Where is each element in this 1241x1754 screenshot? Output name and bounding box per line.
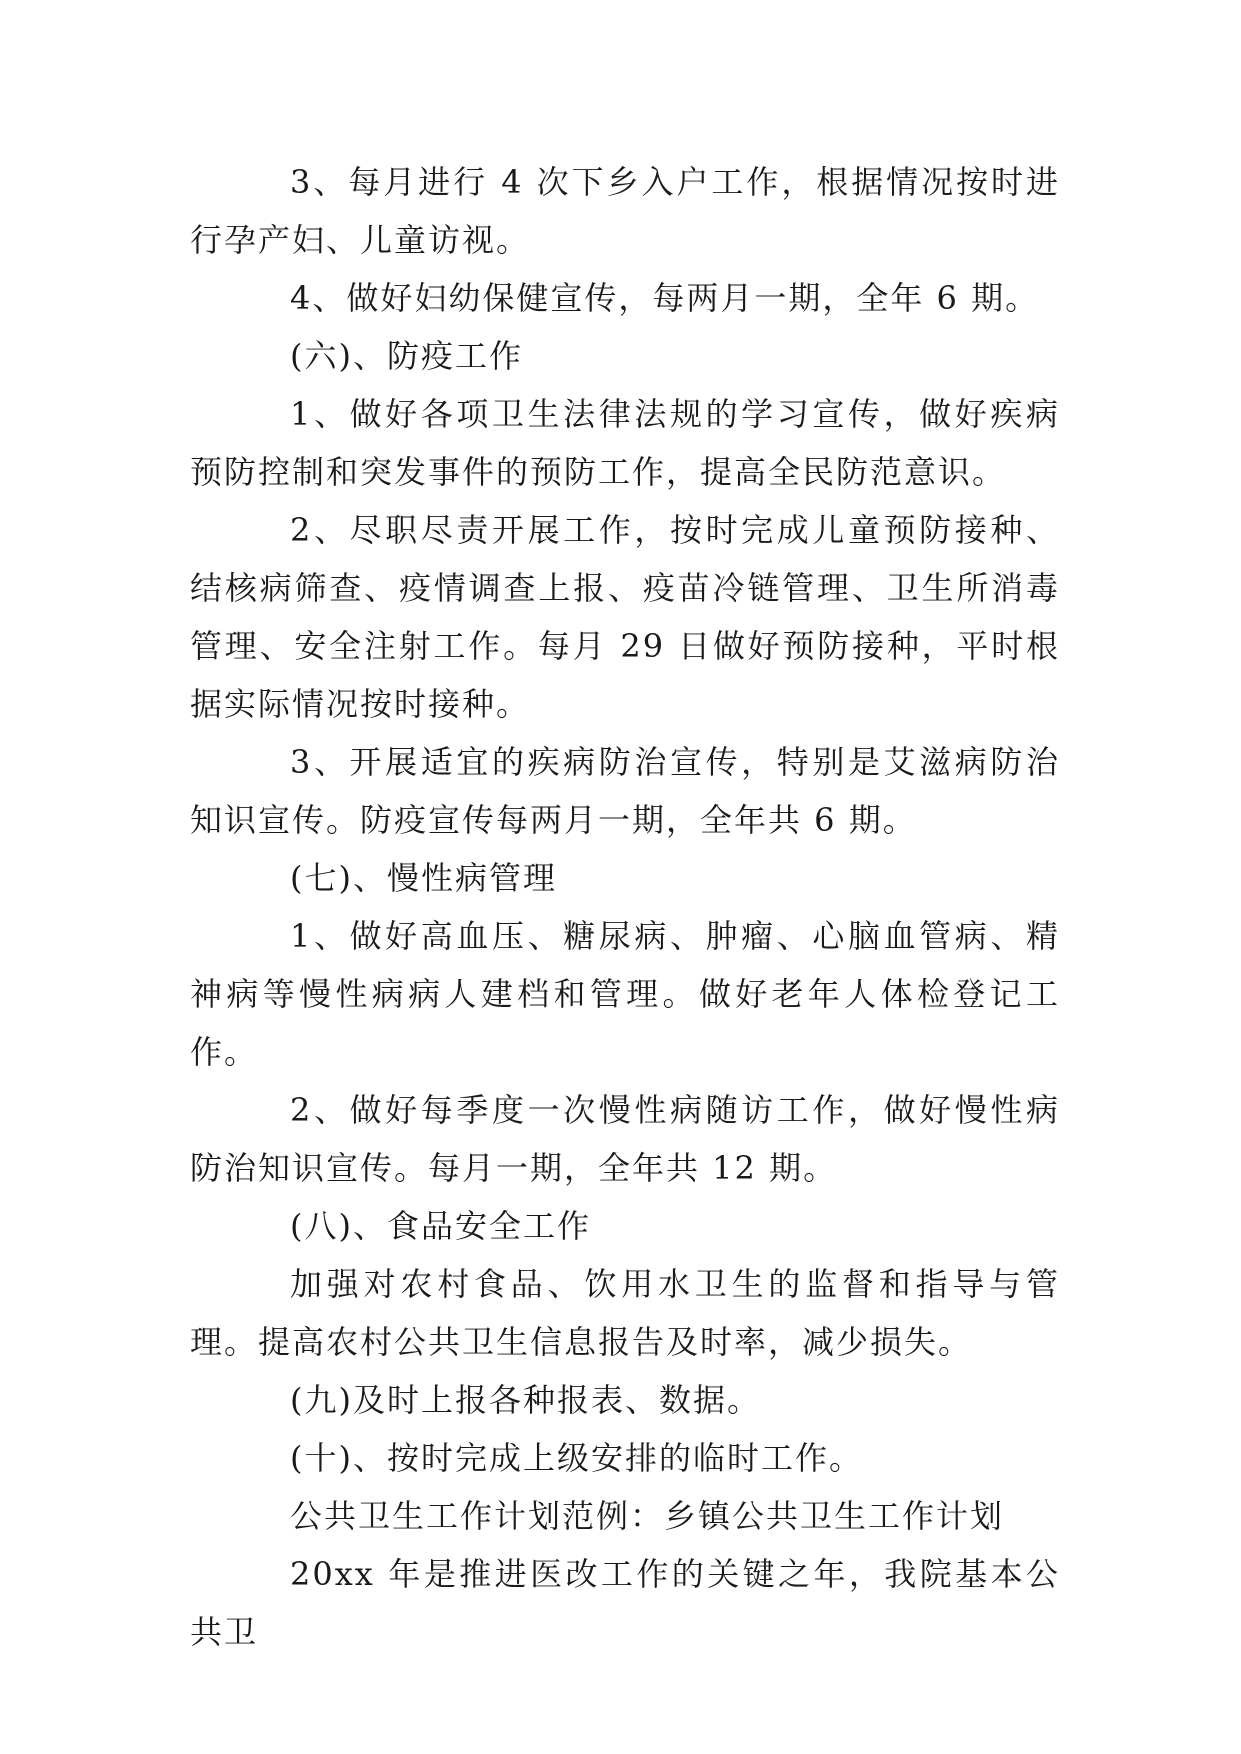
paragraph-disease-prevention-publicity: 3、开展适宜的疾病防治宣传，特别是艾滋病防治知识宣传。防疫宣传每两月一期，全年共 6 期。 [190,743,1060,839]
paragraph-chronic-records: 1、做好高血压、糖尿病、肿瘤、心脑血管病、精神病等慢性病病人建档和管理。做好老年人体检登记工作。 [190,917,1060,1071]
paragraph-health-law-publicity: 1、做好各项卫生法律法规的学习宣传，做好疾病预防控制和突发事件的预防工作，提高全民防范意识。 [190,395,1060,491]
section-heading-food-safety: (八)、食品安全工作 [290,1207,591,1245]
example-title: 公共卫生工作计划范例：乡镇公共卫生工作计划 [290,1497,1005,1535]
document-body [190,153,1060,1661]
paragraph-chronic-follow-up: 2、做好每季度一次慢性病随访工作，做好慢性病防治知识宣传。每月一期，全年共 12 期。 [190,1091,1060,1187]
section-heading-epidemic-prevention: (六)、防疫工作 [290,337,523,375]
paragraph-healthcare-reform: 20xx 年是推进医改工作的关键之年，我院基本公共卫 [190,1555,1060,1651]
paragraph-food-water-supervision: 加强对农村食品、饮用水卫生的监督和指导与管理。提高农村公共卫生信息报告及时率，减少损失。 [190,1265,1060,1361]
paragraph-home-visits: 3、每月进行 4 次下乡入户工作，根据情况按时进行孕产妇、儿童访视。 [190,163,1060,259]
section-heading-reports: (九)及时上报各种报表、数据。 [290,1381,761,1419]
paragraph-vaccination-work: 2、尽职尽责开展工作，按时完成儿童预防接种、结核病筛查、疫情调查上报、疫苗冷链管理、卫生所消毒管理、安全注射工作。每月 29 日做好预防接种，平时根据实际情况按时接种。 [190,511,1060,723]
section-heading-temporary-work: (十)、按时完成上级安排的临时工作。 [290,1439,863,1477]
paragraph-maternal-child-publicity: 4、做好妇幼保健宣传，每两月一期，全年 6 期。 [290,279,1040,317]
section-heading-chronic-disease: (七)、慢性病管理 [290,859,557,897]
